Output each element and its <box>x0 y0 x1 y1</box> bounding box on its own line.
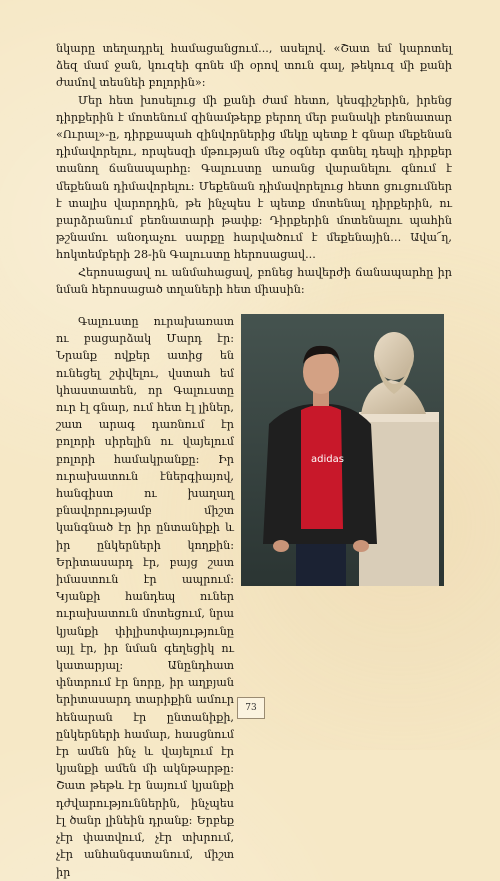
page-number: 73 <box>237 697 265 719</box>
photo-illustration <box>241 314 444 586</box>
shirt-logo-text: adidas <box>311 454 344 465</box>
paragraph-1: նկարը տեղադրել համացանցում..., ասելով. «Շատ եմ կարոտել ձեզ մամ ջան, կուզեի գոնե մի օրով տուն գալ, թեկուզ մի քանի ժամով տեսնեի բոլորին»: <box>56 42 452 90</box>
paragraph-3: Հերոսացավ ու անմահացավ, բոնեց հավերժի ճանապարհը իր նման հերոսացած տղաների հետ միասին: <box>56 265 452 296</box>
paragraph-4: Գալուստը ուրախառատ ու բացարձակ Մարդ էր: Նրանք ովքեր ատից են ունեցել շփվելու, վստահ եմ կհաստատեն, որ Գալուստը ուր էլ գնար, ում հետ էլ լիներ, շատ արագ դառնում էր բոլորի սիրելին ու վայելում բոլորի համակրանքը: Իր ուրախատուն էներգիայով, հանգիստ ու խաղաղ բնավորությամբ միշտ կանգնած էր իր ընտանիքի և իր ընկերների կողքին: Երիտասարդ էր, բայց շատ իմաստուն էր ապրում: Կյանքի հանդեպ ուներ ուրախատուն մոտեցում, նրա կյանքի փիլիսոփայությունը այլ էր, իր նման գեղեցիկ ու կատարյալ: Անընդհատ փնտրում էր նորը, իր աղբյան երիտասարդ տարիքին ամուր հենարան էր ընտանիքի, ընկերների համար, հասցնում էր ամեն ինչ և վայելում էր կյանքի ամեն մի ակնթարթը: Շատ թեթև էր նայում կյանքի դժվարություններին, ինչպես էլ ծանր լինեին դրանք: Երբեք չէր փատվում, չէր տխրում, չէր անհանգստանում, միշտ իր <box>56 315 234 879</box>
photo-young-man-with-bust <box>241 314 444 586</box>
text-block-top <box>56 40 452 298</box>
text-column-left <box>56 313 234 879</box>
paragraph-2: Մեր հետ խոսելուց մի քանի ժամ հետո, կեսգիշերին, իրենց դիրքերին է մոտենում զինամթերք բերող մեր բանակի բեռնատար «Ուրալ»-ը, դիրքապահ զինվորներից մեկը պետք է գնար մեքենան դիմավորելու, որպեսզի մթության մեջ օգներ գտնել դեպի դիրքեր տանող ճանապարհը: Գալուստը առանց վարանելու գնում է մեքենան դիմավորելու: Մեքենան դիմավորելուց հետո ցուցումներ է տալիս վարորդին, թե ինչպես է պետք մոտենալ դիրքերին, ու բարձրանում բեռնատարի թափք: Դիրքերին մոտենալու պահին թշնամու անօդաչու սարքը հարվածում է մեքենային… Ավա՜ղ, հոկտեմբերի 28-ին Գալուստը հերոսացավ... <box>56 93 452 262</box>
red-hoodie <box>301 405 343 529</box>
